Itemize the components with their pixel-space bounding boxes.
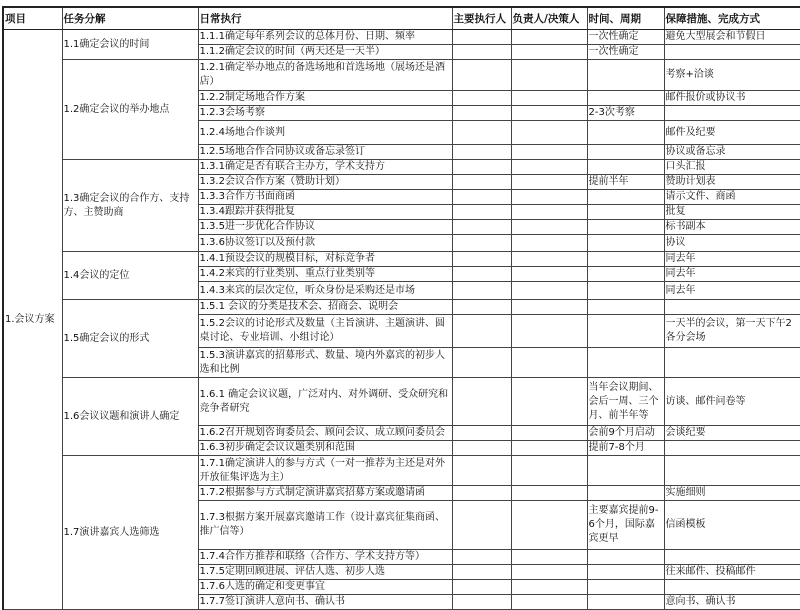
measure-cell: 协议或备忘录 <box>664 145 800 160</box>
time-cell <box>587 160 664 175</box>
time-cell <box>587 300 664 315</box>
time-cell <box>587 252 664 267</box>
decider-cell <box>511 252 587 267</box>
execution-cell: 1.2.5场地合作合同协议或备忘录签订 <box>198 145 452 160</box>
decider-cell <box>511 30 587 45</box>
execution-cell: 1.2.4场地合作谈判 <box>198 121 452 145</box>
time-cell <box>587 121 664 145</box>
table-row <box>3 160 800 175</box>
table-row <box>3 378 800 426</box>
table-body <box>3 30 800 610</box>
measure-cell: 实施细则 <box>664 486 800 501</box>
decider-cell <box>511 595 587 610</box>
executor-cell <box>452 30 511 45</box>
execution-cell: 1.3.4跟踪并获得批复 <box>198 205 452 220</box>
executor-cell <box>452 267 511 282</box>
table-row <box>3 30 800 45</box>
task-cell: 1.7演讲嘉宾人选筛选 <box>62 456 198 610</box>
execution-cell: 1.7.5定期回顾进展、评估人选、初步人选 <box>198 565 452 580</box>
execution-cell: 1.6.3初步确定会议议题类别和范围 <box>198 441 452 456</box>
time-cell: 一次性确定 <box>587 45 664 60</box>
table-row <box>3 300 800 315</box>
measure-cell: 请示文件、商函 <box>664 190 800 205</box>
execution-cell: 1.5.1 会议的分类是技术会、招商会、说明会 <box>198 300 452 315</box>
table-row <box>3 60 800 91</box>
measure-cell: 往来邮件、投稿邮件 <box>664 565 800 580</box>
executor-cell <box>452 315 511 348</box>
header-task: 任务分解 <box>62 7 198 30</box>
executor-cell <box>452 300 511 315</box>
decider-cell <box>511 565 587 580</box>
time-cell <box>587 190 664 205</box>
execution-cell: 1.3.6协议签订以及预付款 <box>198 235 452 252</box>
time-cell <box>587 205 664 220</box>
measure-cell: 口头汇报 <box>664 160 800 175</box>
measure-cell <box>664 45 800 60</box>
measure-cell: 赞助计划表 <box>664 175 800 190</box>
time-cell <box>587 348 664 378</box>
execution-cell: 1.4.1预设会议的规模目标，对标竞争者 <box>198 252 452 267</box>
decider-cell <box>511 235 587 252</box>
decider-cell <box>511 45 587 60</box>
measure-cell: 邮件报价或协议书 <box>664 91 800 106</box>
time-cell <box>587 235 664 252</box>
header-row <box>3 7 800 30</box>
execution-cell: 1.6.2召开规划咨询委员会、顾问会议、成立顾问委员会 <box>198 426 452 441</box>
measure-cell <box>664 456 800 486</box>
executor-cell <box>452 45 511 60</box>
header-decider: 负责人/决策人 <box>511 7 587 30</box>
execution-cell: 1.2.1确定举办地点的备选场地和首选场地（展场还是酒店） <box>198 60 452 91</box>
decider-cell <box>511 426 587 441</box>
executor-cell <box>452 235 511 252</box>
executor-cell <box>452 426 511 441</box>
decider-cell <box>511 205 587 220</box>
decider-cell <box>511 486 587 501</box>
execution-cell: 1.1.1确定每年系列会议的总体月份、日期、频率 <box>198 30 452 45</box>
decider-cell <box>511 456 587 486</box>
execution-cell: 1.7.1确定演讲人的参与方式（一对一推荐为主还是对外开放征集评选为主） <box>198 456 452 486</box>
decider-cell <box>511 106 587 121</box>
decider-cell <box>511 315 587 348</box>
executor-cell <box>452 456 511 486</box>
task-cell: 1.4会议的定位 <box>62 252 198 300</box>
executor-cell <box>452 190 511 205</box>
execution-cell: 1.3.5进一步优化合作协议 <box>198 220 452 235</box>
execution-cell: 1.2.3会场考察 <box>198 106 452 121</box>
executor-cell <box>452 348 511 378</box>
time-cell: 会前9个月启动 <box>587 426 664 441</box>
execution-cell: 1.3.1确定是否有联合主办方，学术支持方 <box>198 160 452 175</box>
task-cell: 1.1确定会议的时间 <box>62 30 198 60</box>
time-cell <box>587 267 664 282</box>
decider-cell <box>511 550 587 565</box>
execution-cell: 1.6.1 确定会议议题，广泛对内、对外调研、受众研究和竞争者研究 <box>198 378 452 426</box>
decider-cell <box>511 175 587 190</box>
time-cell <box>587 315 664 348</box>
time-cell <box>587 550 664 565</box>
decider-cell <box>511 220 587 235</box>
time-cell <box>587 456 664 486</box>
decider-cell <box>511 501 587 550</box>
executor-cell <box>452 282 511 300</box>
decider-cell <box>511 282 587 300</box>
header-project: 项目 <box>3 7 62 30</box>
header-measures: 保障措施、完成方式 <box>664 7 800 30</box>
decider-cell <box>511 145 587 160</box>
execution-cell: 1.4.3来宾的层次定位，听众身份是采购还是市场 <box>198 282 452 300</box>
measure-cell <box>664 441 800 456</box>
time-cell <box>587 145 664 160</box>
execution-cell: 1.1.2确定会议的时间（两天还是一天半） <box>198 45 452 60</box>
measure-cell: 邮件及纪要 <box>664 121 800 145</box>
executor-cell <box>452 550 511 565</box>
measure-cell: 同去年 <box>664 252 800 267</box>
execution-cell: 1.4.2来宾的行业类别、重点行业类别等 <box>198 267 452 282</box>
decider-cell <box>511 60 587 91</box>
time-cell: 一次性确定 <box>587 30 664 45</box>
execution-cell: 1.7.2根据参与方式制定演讲嘉宾招募方案或邀请函 <box>198 486 452 501</box>
plan-table-container <box>2 6 800 610</box>
executor-cell <box>452 175 511 190</box>
time-cell: 提前7-8个月 <box>587 441 664 456</box>
measure-cell: 标书副本 <box>664 220 800 235</box>
execution-cell: 1.7.4合作方推荐和联络（合作方、学术支持方等） <box>198 550 452 565</box>
execution-cell: 1.7.6人选的确定和变更事宜 <box>198 580 452 595</box>
measure-cell: 协议 <box>664 235 800 252</box>
measure-cell <box>664 106 800 121</box>
decider-cell <box>511 441 587 456</box>
task-cell: 1.2确定会议的举办地点 <box>62 60 198 160</box>
executor-cell <box>452 252 511 267</box>
meeting-plan-table <box>2 6 800 610</box>
task-cell: 1.5确定会议的形式 <box>62 300 198 378</box>
executor-cell <box>452 441 511 456</box>
measure-cell: 会谈纪要 <box>664 426 800 441</box>
executor-cell <box>452 121 511 145</box>
table-row <box>3 456 800 486</box>
time-cell: 主要嘉宾提前9-6个月，国际嘉宾更早 <box>587 501 664 550</box>
header-time: 时间、周期 <box>587 7 664 30</box>
time-cell <box>587 595 664 610</box>
project-cell: 1.会议方案 <box>3 30 62 610</box>
measure-cell: 一天半的会议，第一天下午2各分会场 <box>664 315 800 348</box>
decider-cell <box>511 190 587 205</box>
decider-cell <box>511 348 587 378</box>
time-cell <box>587 220 664 235</box>
executor-cell <box>452 106 511 121</box>
measure-cell <box>664 300 800 315</box>
header-daily-execution: 日常执行 <box>198 7 452 30</box>
task-cell: 1.3确定会议的合作方、支持方、主赞助商 <box>62 160 198 252</box>
time-cell <box>587 60 664 91</box>
measure-cell: 同去年 <box>664 282 800 300</box>
execution-cell: 1.3.2会议合作方案（赞助计划） <box>198 175 452 190</box>
execution-cell: 1.3.3合作方书面商函 <box>198 190 452 205</box>
time-cell: 2-3次考察 <box>587 106 664 121</box>
execution-cell: 1.5.3演讲嘉宾的招募形式、数量、境内外嘉宾的初步人选和比例 <box>198 348 452 378</box>
executor-cell <box>452 91 511 106</box>
time-cell <box>587 282 664 300</box>
header-executor: 主要执行人 <box>452 7 511 30</box>
execution-cell: 1.7.7签订演讲人意向书、确认书 <box>198 595 452 610</box>
decider-cell <box>511 378 587 426</box>
executor-cell <box>452 501 511 550</box>
executor-cell <box>452 595 511 610</box>
decider-cell <box>511 300 587 315</box>
executor-cell <box>452 565 511 580</box>
decider-cell <box>511 91 587 106</box>
executor-cell <box>452 145 511 160</box>
execution-cell: 1.2.2制定场地合作方案 <box>198 91 452 106</box>
time-cell <box>587 565 664 580</box>
time-cell: 当年会议期间、会后一周、三个月、前半年等 <box>587 378 664 426</box>
execution-cell: 1.5.2会议的讨论形式及数量（主旨演讲、主题演讲、圆桌讨论、专业培训、小组讨论） <box>198 315 452 348</box>
time-cell: 提前半年 <box>587 175 664 190</box>
executor-cell <box>452 205 511 220</box>
decider-cell <box>511 267 587 282</box>
decider-cell <box>511 160 587 175</box>
task-cell: 1.6会议议题和演讲人确定 <box>62 378 198 456</box>
executor-cell <box>452 220 511 235</box>
measure-cell: 避免大型展会和节假日 <box>664 30 800 45</box>
table-row <box>3 252 800 267</box>
time-cell <box>587 91 664 106</box>
execution-cell: 1.7.3根据方案开展嘉宾邀请工作（设计嘉宾征集商函、推广信等） <box>198 501 452 550</box>
measure-cell: 访谈、邮件问卷等 <box>664 378 800 426</box>
time-cell <box>587 486 664 501</box>
executor-cell <box>452 486 511 501</box>
measure-cell: 考察+洽谈 <box>664 60 800 91</box>
executor-cell <box>452 60 511 91</box>
measure-cell: 批复 <box>664 205 800 220</box>
decider-cell <box>511 121 587 145</box>
measure-cell: 意向书、确认书 <box>664 595 800 610</box>
measure-cell <box>664 550 800 565</box>
measure-cell <box>664 348 800 378</box>
measure-cell: 信函模板 <box>664 501 800 550</box>
executor-cell <box>452 378 511 426</box>
executor-cell <box>452 160 511 175</box>
measure-cell: 同去年 <box>664 267 800 282</box>
